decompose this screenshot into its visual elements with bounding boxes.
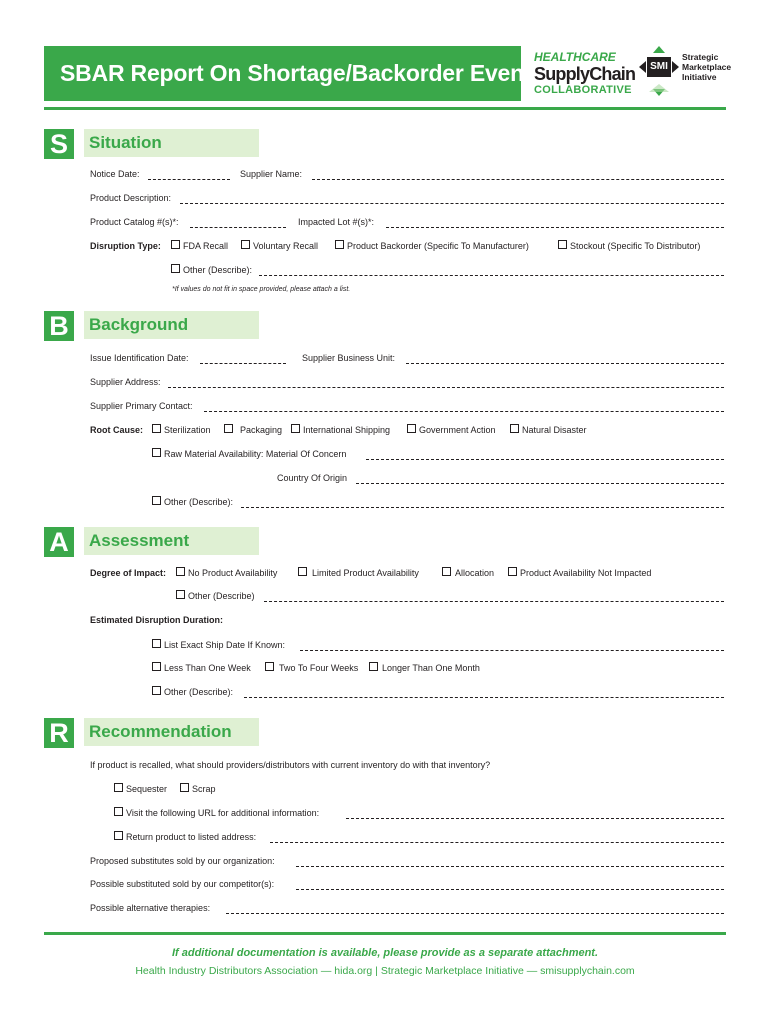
alternative-therapies-field[interactable] bbox=[226, 913, 724, 914]
country-of-origin-field[interactable] bbox=[356, 483, 724, 484]
section-heading-background: Background bbox=[84, 311, 259, 339]
header-divider bbox=[44, 107, 726, 110]
packaging-checkbox[interactable] bbox=[224, 424, 233, 433]
smi-line: Strategic bbox=[682, 52, 719, 62]
duration-other-field[interactable] bbox=[244, 697, 724, 698]
visit-url-checkbox[interactable] bbox=[114, 807, 123, 816]
natural-disaster-checkbox[interactable] bbox=[510, 424, 519, 433]
competitor-substitutes-label: Possible substituted sold by our competitor(s): bbox=[90, 879, 275, 889]
business-unit-label: Supplier Business Unit: bbox=[302, 353, 396, 363]
government-action-label: Government Action bbox=[419, 425, 496, 435]
return-product-label: Return product to listed address: bbox=[126, 832, 257, 842]
raw-material-field[interactable] bbox=[366, 459, 724, 460]
notice-date-label: Notice Date: bbox=[90, 169, 140, 179]
logo-line: SupplyChain bbox=[534, 64, 636, 84]
section-letter-b: B bbox=[44, 311, 74, 341]
less-than-week-checkbox[interactable] bbox=[152, 662, 161, 671]
duration-other-checkbox[interactable] bbox=[152, 686, 161, 695]
impacted-lot-field[interactable] bbox=[386, 227, 724, 228]
issue-date-field[interactable] bbox=[200, 363, 286, 364]
sequester-label: Sequester bbox=[126, 784, 168, 794]
primary-contact-label: Supplier Primary Contact: bbox=[90, 401, 193, 411]
section-letter-r: R bbox=[44, 718, 74, 748]
voluntary-recall-label: Voluntary Recall bbox=[253, 241, 319, 251]
impact-other-label: Other (Describe) bbox=[188, 591, 255, 601]
not-impacted-checkbox[interactable] bbox=[508, 567, 517, 576]
scrap-checkbox[interactable] bbox=[180, 783, 189, 792]
healthcare-supplychain-logo bbox=[534, 50, 636, 96]
stockout-label: Stockout (Specific To Distributor) bbox=[570, 241, 701, 251]
alternative-therapies-label: Possible alternative therapies: bbox=[90, 903, 211, 913]
notice-date-field[interactable] bbox=[148, 179, 230, 180]
disruption-other-field[interactable] bbox=[259, 275, 724, 276]
allocation-checkbox[interactable] bbox=[442, 567, 451, 576]
supplier-name-label: Supplier Name: bbox=[240, 169, 303, 179]
smi-line: Initiative bbox=[682, 72, 717, 82]
no-availability-checkbox[interactable] bbox=[176, 567, 185, 576]
product-description-field[interactable] bbox=[180, 203, 724, 204]
root-cause-label: Root Cause: bbox=[90, 425, 144, 435]
natural-disaster-label: Natural Disaster bbox=[522, 425, 587, 435]
proposed-substitutes-label: Proposed substitutes sold by our organization: bbox=[90, 856, 275, 866]
primary-contact-field[interactable] bbox=[204, 411, 724, 412]
root-cause-other-field[interactable] bbox=[241, 507, 724, 508]
visit-url-field[interactable] bbox=[346, 818, 724, 819]
section-letter-s: S bbox=[44, 129, 74, 159]
government-action-checkbox[interactable] bbox=[407, 424, 416, 433]
logo-line: COLLABORATIVE bbox=[534, 84, 632, 96]
sterilization-checkbox[interactable] bbox=[152, 424, 161, 433]
not-impacted-label: Product Availability Not Impacted bbox=[520, 568, 652, 578]
two-to-four-weeks-checkbox[interactable] bbox=[265, 662, 274, 671]
product-backorder-checkbox[interactable] bbox=[335, 240, 344, 249]
raw-material-checkbox[interactable] bbox=[152, 448, 161, 457]
proposed-substitutes-field[interactable] bbox=[296, 866, 724, 867]
section-heading-assessment: Assessment bbox=[84, 527, 259, 555]
visit-url-label: Visit the following URL for additional information: bbox=[126, 808, 320, 818]
product-description-label: Product Description: bbox=[90, 193, 172, 203]
fda-recall-checkbox[interactable] bbox=[171, 240, 180, 249]
footer-note: If additional documentation is available, please provide as a separate attachment. bbox=[171, 947, 599, 959]
smi-logo bbox=[636, 46, 736, 100]
duration-other-label: Other (Describe): bbox=[164, 687, 234, 697]
limited-availability-checkbox[interactable] bbox=[298, 567, 307, 576]
longer-than-month-label: Longer Than One Month bbox=[382, 663, 480, 673]
competitor-substitutes-field[interactable] bbox=[296, 889, 724, 890]
supplier-address-field[interactable] bbox=[168, 387, 724, 388]
disruption-other-checkbox[interactable] bbox=[171, 264, 180, 273]
smi-line: Marketplace bbox=[682, 62, 732, 72]
product-backorder-label: Product Backorder (Specific To Manufacturer) bbox=[347, 241, 529, 251]
longer-than-month-checkbox[interactable] bbox=[369, 662, 378, 671]
ship-date-field[interactable] bbox=[300, 650, 724, 651]
international-shipping-label: International Shipping bbox=[303, 425, 391, 435]
impact-other-field[interactable] bbox=[264, 601, 724, 602]
disruption-other-label: Other (Describe): bbox=[183, 265, 253, 275]
product-catalog-label: Product Catalog #(s)*: bbox=[90, 217, 179, 227]
smi-abbr: SMI bbox=[647, 57, 671, 77]
root-cause-other-checkbox[interactable] bbox=[152, 496, 161, 505]
fda-recall-label: FDA Recall bbox=[183, 241, 229, 251]
stockout-checkbox[interactable] bbox=[558, 240, 567, 249]
footer-credits: Health Industry Distributors Association — hida.org | Strategic Marketplace Initiative — smisupplychain.com bbox=[135, 965, 635, 977]
impacted-lot-label: Impacted Lot #(s)*: bbox=[298, 217, 375, 227]
international-shipping-checkbox[interactable] bbox=[291, 424, 300, 433]
issue-date-label: Issue Identification Date: bbox=[90, 353, 189, 363]
sequester-checkbox[interactable] bbox=[114, 783, 123, 792]
raw-material-label: Raw Material Availability: Material Of Concern bbox=[164, 449, 347, 459]
supplier-name-field[interactable] bbox=[312, 179, 724, 180]
less-than-week-label: Less Than One Week bbox=[164, 663, 251, 673]
attach-list-note: *If values do not fit in space provided, please attach a list. bbox=[172, 286, 351, 293]
impact-other-checkbox[interactable] bbox=[176, 590, 185, 599]
allocation-label: Allocation bbox=[455, 568, 495, 578]
sterilization-label: Sterilization bbox=[164, 425, 211, 435]
root-cause-other-label: Other (Describe): bbox=[164, 497, 234, 507]
return-product-field[interactable] bbox=[270, 842, 724, 843]
disruption-duration-label: Estimated Disruption Duration: bbox=[90, 615, 224, 625]
country-of-origin-label: Country Of Origin bbox=[277, 473, 348, 483]
recall-question: If product is recalled, what should providers/distributors with current inventory do with that inventory? bbox=[90, 760, 491, 770]
ship-date-label: List Exact Ship Date If Known: bbox=[164, 640, 286, 650]
voluntary-recall-checkbox[interactable] bbox=[241, 240, 250, 249]
packaging-label: Packaging bbox=[240, 425, 283, 435]
limited-availability-label: Limited Product Availability bbox=[312, 568, 419, 578]
disruption-type-label: Disruption Type: bbox=[90, 241, 161, 251]
no-availability-label: No Product Availability bbox=[188, 568, 278, 578]
logo-line: HEALTHCARE bbox=[534, 50, 616, 64]
ship-date-checkbox[interactable] bbox=[152, 639, 161, 648]
supplier-address-label: Supplier Address: bbox=[90, 377, 161, 387]
section-heading-situation: Situation bbox=[84, 129, 259, 157]
business-unit-field[interactable] bbox=[406, 363, 724, 364]
page-title: SBAR Report On Shortage/Backorder Event bbox=[44, 46, 521, 101]
two-to-four-weeks-label: Two To Four Weeks bbox=[279, 663, 359, 673]
smi-name bbox=[682, 52, 731, 82]
section-heading-recommendation: Recommendation bbox=[84, 718, 259, 746]
product-catalog-field[interactable] bbox=[190, 227, 286, 228]
return-product-checkbox[interactable] bbox=[114, 831, 123, 840]
section-letter-a: A bbox=[44, 527, 74, 557]
degree-of-impact-label: Degree of Impact: bbox=[90, 568, 167, 578]
footer-divider bbox=[44, 932, 726, 935]
scrap-label: Scrap bbox=[192, 784, 216, 794]
